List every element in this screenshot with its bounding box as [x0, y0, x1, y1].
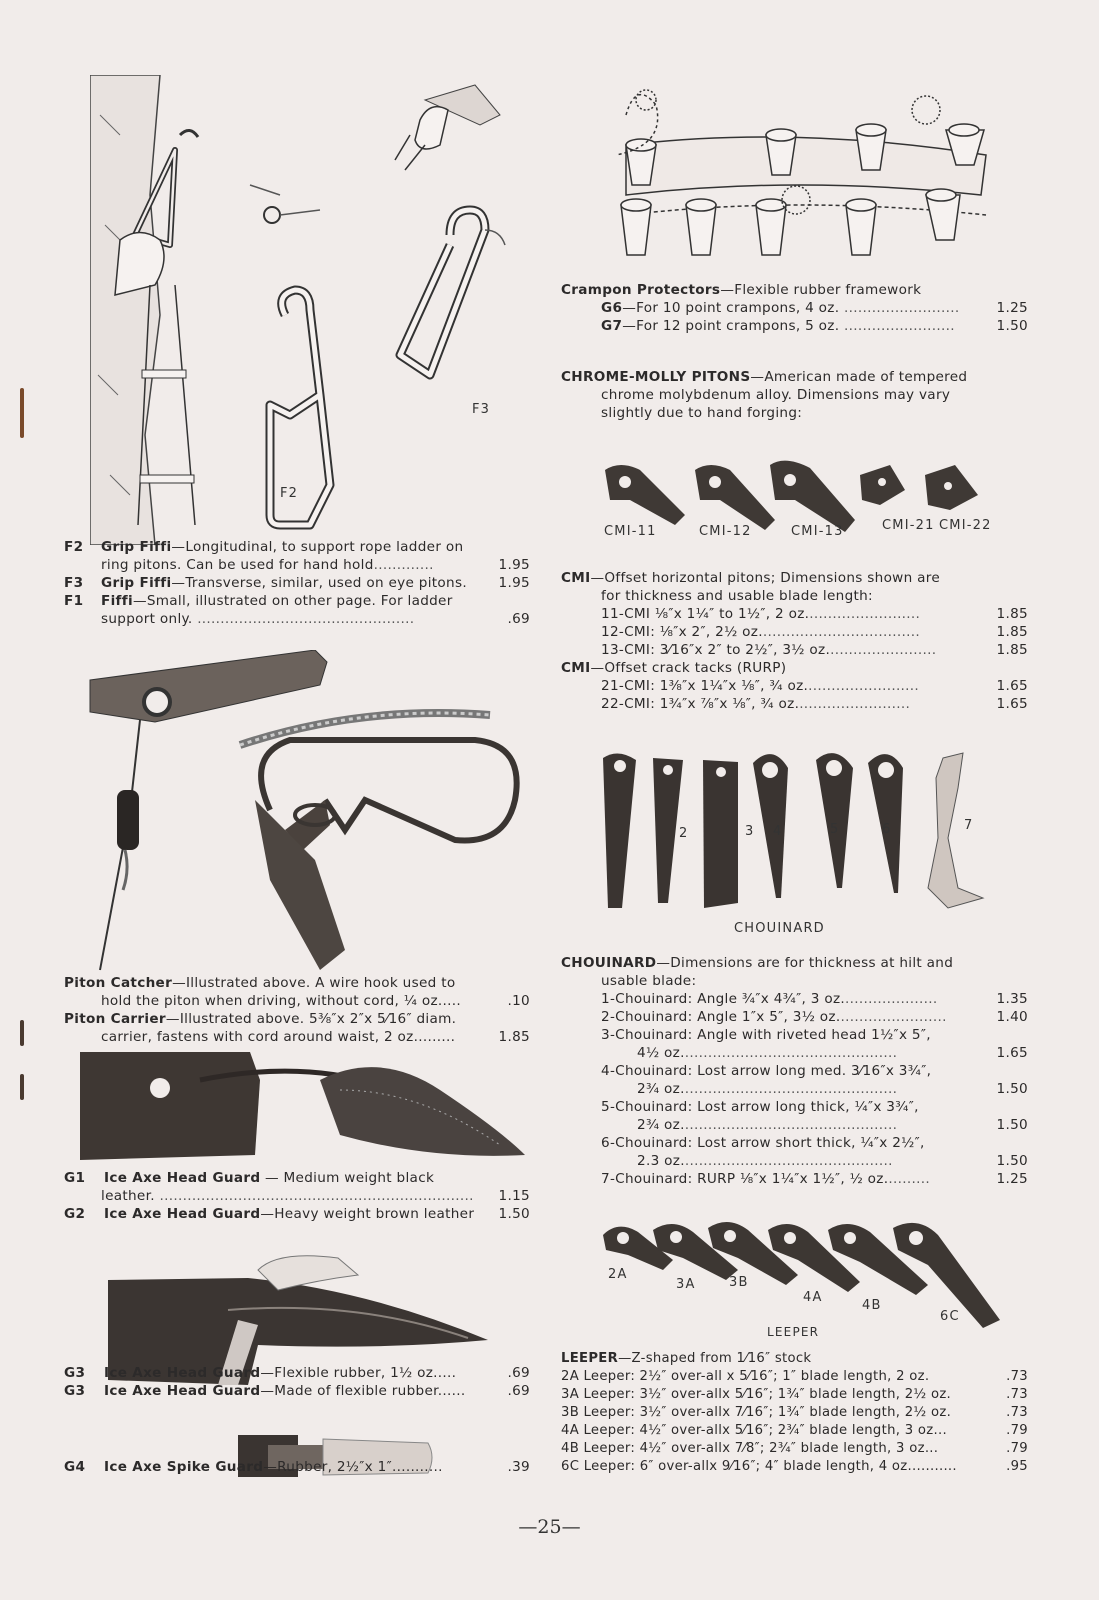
item-price: 1.25: [993, 1170, 1028, 1188]
chouinard-number: 6: [882, 822, 892, 837]
list-item: [561, 1098, 1028, 1116]
list-item: [64, 974, 530, 992]
leeper-label: 3B: [729, 1275, 749, 1290]
item-text: 12-CMI: ⅛″x 2″, 2½ oz.: [601, 624, 763, 640]
chouinard-number: 4: [773, 824, 783, 839]
item-price: .73: [1002, 1404, 1028, 1422]
list-item: [64, 574, 530, 592]
list-item: 11-CMI ⅛″x 1¼″ to 1½″, 2 oz......................... 1.85: [561, 605, 1028, 623]
cmi-label: CMI-12: [699, 524, 752, 539]
chouinard-number: 2: [679, 826, 689, 841]
item-text: 2-Chouinard: Angle 1″x 5″, 3½ oz.: [601, 1009, 841, 1025]
list-item: [64, 1458, 530, 1476]
item-price: 1.35: [993, 990, 1028, 1008]
chrome-molly-section: [561, 368, 991, 422]
item-code: G6: [601, 300, 623, 316]
item-price: 1.65: [993, 1044, 1028, 1062]
item-price: .69: [503, 1382, 530, 1400]
item-code: F1: [64, 593, 84, 609]
section-desc: —Offset horizontal pitons; Dimensions shown are: [590, 570, 941, 586]
cmi-label: CMI-21: [882, 518, 935, 533]
rubber-guard-list: [64, 1364, 530, 1400]
item-code: G2: [64, 1206, 86, 1222]
item-name: Grip Fiffi: [101, 575, 172, 591]
list-item: 7-Chouinard: RURP ⅛″x 1¼″x 1½″, ½ oz.......... 1.25: [561, 1170, 1028, 1188]
item-name: Ice Axe Head Guard: [104, 1383, 261, 1399]
leeper-label: 6C: [940, 1309, 960, 1324]
chouinard-pitons-photo: [598, 748, 998, 918]
item-text: 4-Chouinard: Lost arrow long med. 3⁄16″x 3¾″,: [601, 1063, 932, 1079]
figure-label-f3: F3: [472, 402, 491, 417]
item-text-cont: 2.3 oz.: [637, 1153, 685, 1169]
list-item: [561, 1134, 1028, 1152]
list-item: [561, 1440, 1028, 1458]
item-price: 1.65: [993, 695, 1028, 713]
item-name: Piton Carrier: [64, 1011, 166, 1027]
item-price: .73: [1002, 1368, 1028, 1386]
list-item: 12-CMI: ⅛″x 2″, 2½ oz................................... 1.85: [561, 623, 1028, 641]
leather-guard-list: [64, 1169, 530, 1223]
fiffi-list: [64, 538, 530, 628]
desc-line: usable blade:: [601, 973, 697, 989]
item-price: 1.50: [495, 1205, 530, 1223]
section-desc: —Offset crack tacks (RURP): [590, 660, 787, 676]
item-desc: —For 12 point crampons, 5 oz.: [622, 318, 840, 334]
item-price: 1.85: [993, 641, 1028, 659]
list-item-cont: 2¾ oz............................................... 1.50: [561, 1116, 1028, 1134]
item-price: 1.85: [495, 1028, 530, 1046]
chouinard-number: 7: [964, 818, 974, 833]
chouinard-number: 3: [745, 824, 755, 839]
item-code: G7: [601, 318, 623, 334]
item-text-cont: 2¾ oz.: [637, 1117, 685, 1133]
item-name: Ice Axe Head Guard: [104, 1206, 261, 1222]
item-code: F2: [64, 539, 84, 555]
item-text: 4B Leeper: 4½″ over-allx 7⁄8″; 2¾″ blade length, 3 oz...: [561, 1441, 939, 1456]
rust-mark: [20, 1020, 24, 1046]
piton-catcher-photo: [85, 650, 525, 980]
rust-mark: [20, 1074, 24, 1100]
item-desc-cont: carrier, fastens with cord around waist, 2 oz.........: [101, 1029, 456, 1045]
list-item: 13-CMI: 3⁄16″x 2″ to 2½″, 3½ oz........................ 1.85: [561, 641, 1028, 659]
section-desc: —American made of tempered: [750, 369, 968, 385]
list-item-cont: [64, 1028, 530, 1046]
piton-list: [64, 974, 530, 1046]
item-text: 3A Leeper: 3½″ over-allx 5⁄16″; 1¾″ blade length, 2½ oz.: [561, 1387, 952, 1402]
leeper-caption: LEEPER: [767, 1325, 820, 1339]
item-price: 1.40: [993, 1008, 1028, 1026]
item-price: .79: [1002, 1422, 1028, 1440]
section-heading: [561, 659, 1028, 677]
item-code: G4: [64, 1459, 86, 1475]
item-desc-cont: ring pitons. Can be used for hand hold: [101, 557, 374, 573]
list-item: [561, 1386, 1028, 1404]
section-desc: —Dimensions are for thickness at hilt and: [656, 955, 954, 971]
chouinard-caption: CHOUINARD: [734, 921, 825, 936]
section-desc-cont: [561, 404, 991, 422]
list-item: [64, 592, 530, 610]
item-name: Ice Axe Head Guard: [104, 1365, 261, 1381]
page-number: —25—: [518, 1516, 581, 1538]
item-price: .95: [1002, 1458, 1028, 1476]
leeper-section: [561, 1350, 1028, 1476]
list-item-cont: support only. ............................................... .69: [64, 610, 530, 628]
item-desc: — Medium weight black: [260, 1170, 435, 1186]
item-price: 1.50: [993, 1152, 1028, 1170]
item-price: 1.85: [993, 605, 1028, 623]
item-price: 1.65: [993, 677, 1028, 695]
section-heading: [561, 569, 1028, 587]
list-item: [64, 1205, 530, 1223]
list-item: [64, 1382, 530, 1400]
section-name: CHOUINARD: [561, 955, 657, 971]
chouinard-number: 5: [830, 822, 840, 837]
section-name: LEEPER: [561, 1351, 619, 1366]
spike-guard-list: [64, 1458, 530, 1476]
item-text-cont: 2¾ oz.: [637, 1081, 685, 1097]
item-desc-cont: hold the piton when driving, without cord, ¼ oz.....: [101, 993, 462, 1009]
list-item: 22-CMI: 1¾″x ⅞″x ⅛″, ¾ oz......................... 1.65: [561, 695, 1028, 713]
item-desc-cont: leather.: [101, 1188, 155, 1204]
list-item: [64, 1169, 530, 1187]
section-desc-cont: [561, 587, 1028, 605]
item-name: Fiffi: [101, 593, 133, 609]
item-desc: —Flexible rubber, 1½ oz.....: [260, 1365, 457, 1381]
item-price: 1.85: [993, 623, 1028, 641]
item-price: 1.50: [993, 317, 1028, 335]
list-item-cont: 2.3 oz.............................................. 1.50: [561, 1152, 1028, 1170]
leeper-label: 4A: [803, 1290, 823, 1305]
section-name: CHROME-MOLLY PITONS: [561, 369, 751, 385]
item-text: 7-Chouinard: RURP ⅛″x 1¼″x 1½″, ½ oz.: [601, 1171, 889, 1187]
item-desc-cont: support only.: [101, 611, 193, 627]
item-desc: —Flexible rubber framework: [720, 282, 922, 298]
item-text: 3B Leeper: 3½″ over-allx 7⁄16″; 1¾″ blade length, 2½ oz.: [561, 1405, 952, 1420]
item-name: Ice Axe Head Guard: [104, 1170, 261, 1186]
cmi-label: CMI-11: [604, 524, 657, 539]
item-price: 1.15: [495, 1187, 530, 1205]
section-heading: [561, 954, 1028, 972]
crampon-list: [561, 281, 1028, 335]
list-item: [64, 1010, 530, 1028]
item-desc: —Illustrated above. A wire hook used to: [172, 975, 456, 991]
rust-mark: [20, 388, 24, 438]
item-name: Crampon Protectors: [561, 282, 721, 298]
item-code: G1: [64, 1170, 86, 1186]
item-text: 21-CMI: 1⅜″x 1¼″x ⅛″, ¾ oz.: [601, 678, 809, 694]
desc-line: slightly due to hand forging:: [601, 405, 803, 421]
item-text: 22-CMI: 1¾″x ⅞″x ⅛″, ¾ oz.: [601, 696, 800, 712]
list-item: [561, 1368, 1028, 1386]
item-price: 1.50: [993, 1080, 1028, 1098]
list-item: G6—For 10 point crampons, 4 oz. ......................... 1.25: [601, 300, 1028, 316]
list-item: G7—For 12 point crampons, 5 oz. ........................ 1.50: [601, 318, 1028, 334]
leeper-label: 3A: [676, 1277, 696, 1292]
leather-head-guard-photo: [80, 1050, 530, 1165]
list-item: [561, 281, 1028, 299]
item-text: 11-CMI ⅛″x 1¼″ to 1½″, 2 oz.: [601, 606, 810, 622]
item-text: 2A Leeper: 2½″ over-all x 5⁄16″; 1″ blade length, 2 oz.: [561, 1369, 930, 1384]
chouinard-section: [561, 954, 1028, 1188]
section-heading: [561, 1350, 1028, 1368]
section-desc: —Z-shaped from 1⁄16″ stock: [618, 1351, 812, 1366]
item-desc: —Heavy weight brown leather: [260, 1206, 475, 1222]
item-text: 13-CMI: 3⁄16″x 2″ to 2½″, 3½ oz.: [601, 642, 831, 658]
item-code: G3: [64, 1383, 86, 1399]
item-text-cont: 4½ oz.: [637, 1045, 685, 1061]
item-desc: —Small, illustrated on other page. For ladder: [132, 593, 453, 609]
item-desc: —Illustrated above. 5⅜″x 2″x 5⁄16″ diam.: [165, 1011, 457, 1027]
item-name: Piton Catcher: [64, 975, 173, 991]
item-price: 1.50: [993, 1116, 1028, 1134]
list-item-cont: leather. .................................................................... 1.15: [64, 1187, 530, 1205]
desc-line: for thickness and usable blade length:: [601, 588, 873, 604]
cmi-section: [561, 569, 1028, 713]
item-price: .73: [1002, 1386, 1028, 1404]
list-item-cont: ring pitons. Can be used for hand hold............. 1.95: [64, 556, 530, 574]
section-name: CMI: [561, 570, 591, 586]
item-desc: —Transverse, similar, used on eye pitons.: [171, 575, 467, 591]
item-price: .69: [503, 610, 530, 628]
item-price: .10: [503, 992, 530, 1010]
list-item-cont: [64, 992, 530, 1010]
list-item: [64, 1364, 530, 1382]
list-item: [561, 1026, 1028, 1044]
item-desc: —Longitudinal, to support rope ladder on: [171, 539, 464, 555]
item-text: 4A Leeper: 4½″ over-allx 5⁄16″; 2¾″ blade length, 3 oz...: [561, 1423, 947, 1438]
section-desc-cont: [561, 386, 991, 404]
section-desc-cont: [561, 972, 1028, 990]
list-item: [561, 1062, 1028, 1080]
item-desc: —Rubber, 2½″x 1″...........: [263, 1459, 443, 1475]
crampon-protector-illustration: [596, 85, 1006, 265]
leeper-label: 4B: [862, 1298, 882, 1313]
item-price: 1.95: [495, 556, 530, 574]
item-price: 1.25: [993, 299, 1028, 317]
item-text: 6-Chouinard: Lost arrow short thick, ¼″x 2½″,: [601, 1135, 925, 1151]
item-name: Grip Fiffi: [101, 539, 172, 555]
list-item: [561, 1422, 1028, 1440]
item-price: .39: [503, 1458, 530, 1476]
list-item: 1-Chouinard: Angle ¾″x 4¾″, 3 oz..................... 1.35: [561, 990, 1028, 1008]
list-item: [561, 1458, 1028, 1476]
item-name: Ice Axe Spike Guard: [104, 1459, 264, 1475]
item-text: 6C Leeper: 6″ over-allx 9⁄16″; 4″ blade length, 4 oz...........: [561, 1459, 957, 1474]
section-name: CMI: [561, 660, 591, 676]
item-price: 1.95: [495, 574, 530, 592]
list-item-cont: 2¾ oz............................................... 1.50: [561, 1080, 1028, 1098]
item-price: .79: [1002, 1440, 1028, 1458]
cmi-label: CMI-13: [791, 524, 844, 539]
list-item-cont: 4½ oz............................................... 1.65: [561, 1044, 1028, 1062]
item-code: G3: [64, 1365, 86, 1381]
desc-line: chrome molybdenum alloy. Dimensions may vary: [601, 387, 951, 403]
item-text: 1-Chouinard: Angle ¾″x 4¾″, 3 oz.: [601, 991, 846, 1007]
item-desc: —For 10 point crampons, 4 oz.: [622, 300, 840, 316]
item-desc: —Made of flexible rubber......: [260, 1383, 466, 1399]
list-item: 21-CMI: 1⅜″x 1¼″x ⅛″, ¾ oz......................... 1.65: [561, 677, 1028, 695]
list-item: 2-Chouinard: Angle 1″x 5″, 3½ oz........................ 1.40: [561, 1008, 1028, 1026]
item-price: .69: [503, 1364, 530, 1382]
list-item: [561, 1404, 1028, 1422]
section-heading: [561, 368, 991, 386]
leeper-label: 2A: [608, 1267, 628, 1282]
figure-label-f2: F2: [280, 486, 299, 501]
list-item: [64, 538, 530, 556]
fiffi-illustration: [90, 75, 540, 545]
item-text: 5-Chouinard: Lost arrow long thick, ¼″x 3¾″,: [601, 1099, 919, 1115]
item-text: 3-Chouinard: Angle with riveted head 1½″x 5″,: [601, 1027, 931, 1043]
cmi-label: CMI-22: [939, 518, 992, 533]
item-code: F3: [64, 575, 84, 591]
